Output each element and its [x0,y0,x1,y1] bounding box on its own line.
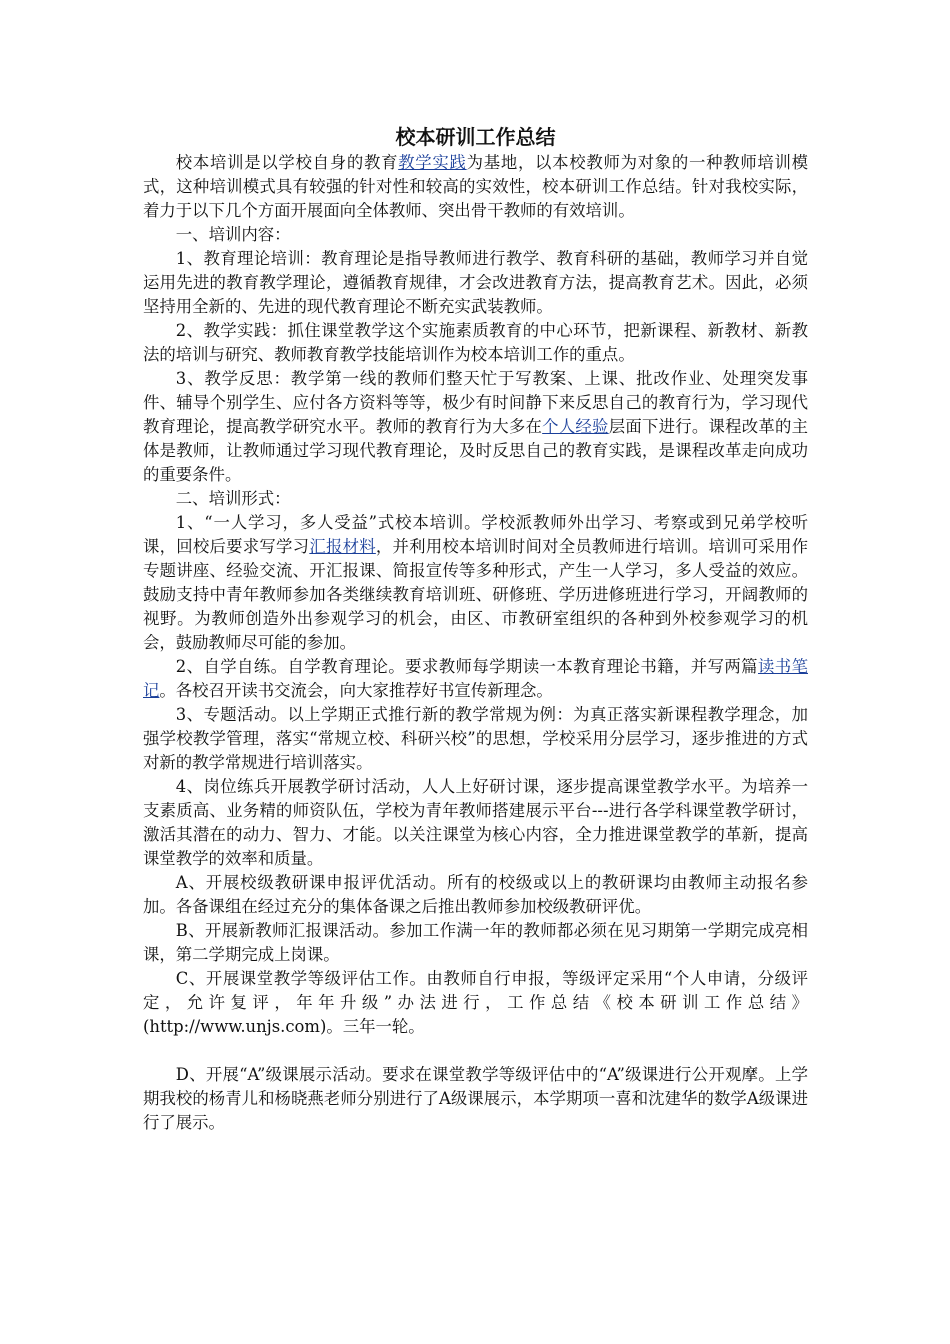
paragraph-practice: 2、教学实践：抓住课堂教学这个实施素质教育的中心环节，把新课程、新教材、新教法的培训与研究、教师教育教学技能培训作为校本培训工作的重点。 [143,321,808,364]
paragraph-text: 。各校召开读书交流会，向大家推荐好书宣传新理念。 [159,681,553,700]
paragraph-item-c: C、开展课堂教学等级评估工作。由教师自行申报，等级评定采用“个人申请，分级评定，允许复评，年年升级”办法进行，工作总结《校本研训工作总结》(http://www.unjs.com)。三年一轮。 [143,969,808,1036]
paragraph-theory: 1、教育理论培训：教育理论是指导教师进行教学、教育科研的基础，教师学习并自觉运用先进的教育教学理论，遵循教育规律，才会改进教育方法，提高教育艺术。因此，必须坚持用全新的、先进的现代教育理论不断充实武装教师。 [143,249,808,316]
paragraph-special-activity: 3、专题活动。以上学期正式推行新的教学常规为例：为真正落实新课程教学理念，加强学校教学管理，落实“常规立校、科研兴校”的思想，学校采用分层学习，逐步推进的方式对新的教学常规进行培训落实。 [143,705,808,772]
page-title: 校本研训工作总结 [395,125,556,149]
paragraph-text: 校本培训是以学校自身的教育 [175,153,399,172]
paragraph-text: 为基地，以本校教师为对象的一种教师培训模式，这种培训模式具有较强的针对性和较高的实效性，校本研训工作总结。针对我校实际，着力于以下几个方面开展面向全体教师、突出骨干教师的有效培训。 [143,153,809,220]
link-teaching-practice[interactable]: 教学实践 [398,153,467,172]
paragraph-text: 层面下进行。课程改革的主体是教师，让教师通过学习现代教育理论，及时反思自己的教育实践，是课程改革走向成功的重要条件。 [143,417,809,484]
paragraph-self-study [143,655,808,703]
paragraph-text: 2、自学自练。自学教育理论。要求教师每学期读一本教育理论书籍，并写两篇 [175,657,758,676]
section-heading-forms: 二、培训形式： [175,489,291,508]
link-reading-notes[interactable]: 读书笔记 [143,657,808,700]
blank-line [143,1039,808,1063]
paragraph-item-b: B、开展新教师汇报课活动。参加工作满一年的教师都必须在见习期第一学期完成亮相课，第二学期完成上岗课。 [143,921,808,964]
section-heading-content: 一、培训内容： [175,225,291,244]
paragraph-text: 1、“一人学习，多人受益”式校本培训。学校派教师外出学习、考察或到兄弟学校听课，回校后要求写学习 [143,513,808,556]
paragraph-item-d: D、开展“A”级课展示活动。要求在课堂教学等级评估中的“A”级课进行公开观摩。上学期我校的杨青儿和杨晓燕老师分别进行了A级课展示，本学期项一喜和沈建华的数学A级课进行了展示。 [143,1065,808,1132]
paragraph-intro [143,151,808,223]
paragraph-reflection [143,367,808,487]
paragraph-post-training: 4、岗位练兵开展教学研讨活动，人人上好研讨课，逐步提高课堂教学水平。为培养一支素质高、业务精的师资队伍，学校为青年教师搭建展示平台---进行各学科课堂教学研讨，激活其潜在的动力、智力、才能。以关注课堂为核心内容，全力推进课堂教学的革新，提高课堂教学的效率和质量。 [143,777,808,868]
link-personal-experience[interactable]: 个人经验 [542,417,609,436]
link-report-material[interactable]: 汇报材料 [309,537,376,556]
document-page [143,125,808,1135]
paragraph-one-learn-many-benefit [143,511,808,655]
paragraph-text: ，并利用校本培训时间对全员教师进行培训。培训可采用作专题讲座、经验交流、开汇报课、简报宣传等多种形式，产生一人学习，多人受益的效应。鼓励支持中青年教师参加各类继续教育培训班、研修班、学历进修班进行学习，开阔教师的视野。为教师创造外出参观学习的机会，由区、市教研室组织的各种到外校参观学习的机会，鼓励教师尽可能的参加。 [143,537,809,652]
paragraph-text: 3、教学反思：教学第一线的教师们整天忙于写教案、上课、批改作业、处理突发事件、辅导个别学生、应付各方资料等等，极少有时间静下来反思自己的教育行为，学习现代教育理论，提高教学研究水平。教师的教育行为大多在 [143,369,808,436]
paragraph-item-a: A、开展校级教研课申报评优活动。所有的校级或以上的教研课均由教师主动报名参加。各备课组在经过充分的集体备课之后推出教师参加校级教研评优。 [143,873,808,916]
